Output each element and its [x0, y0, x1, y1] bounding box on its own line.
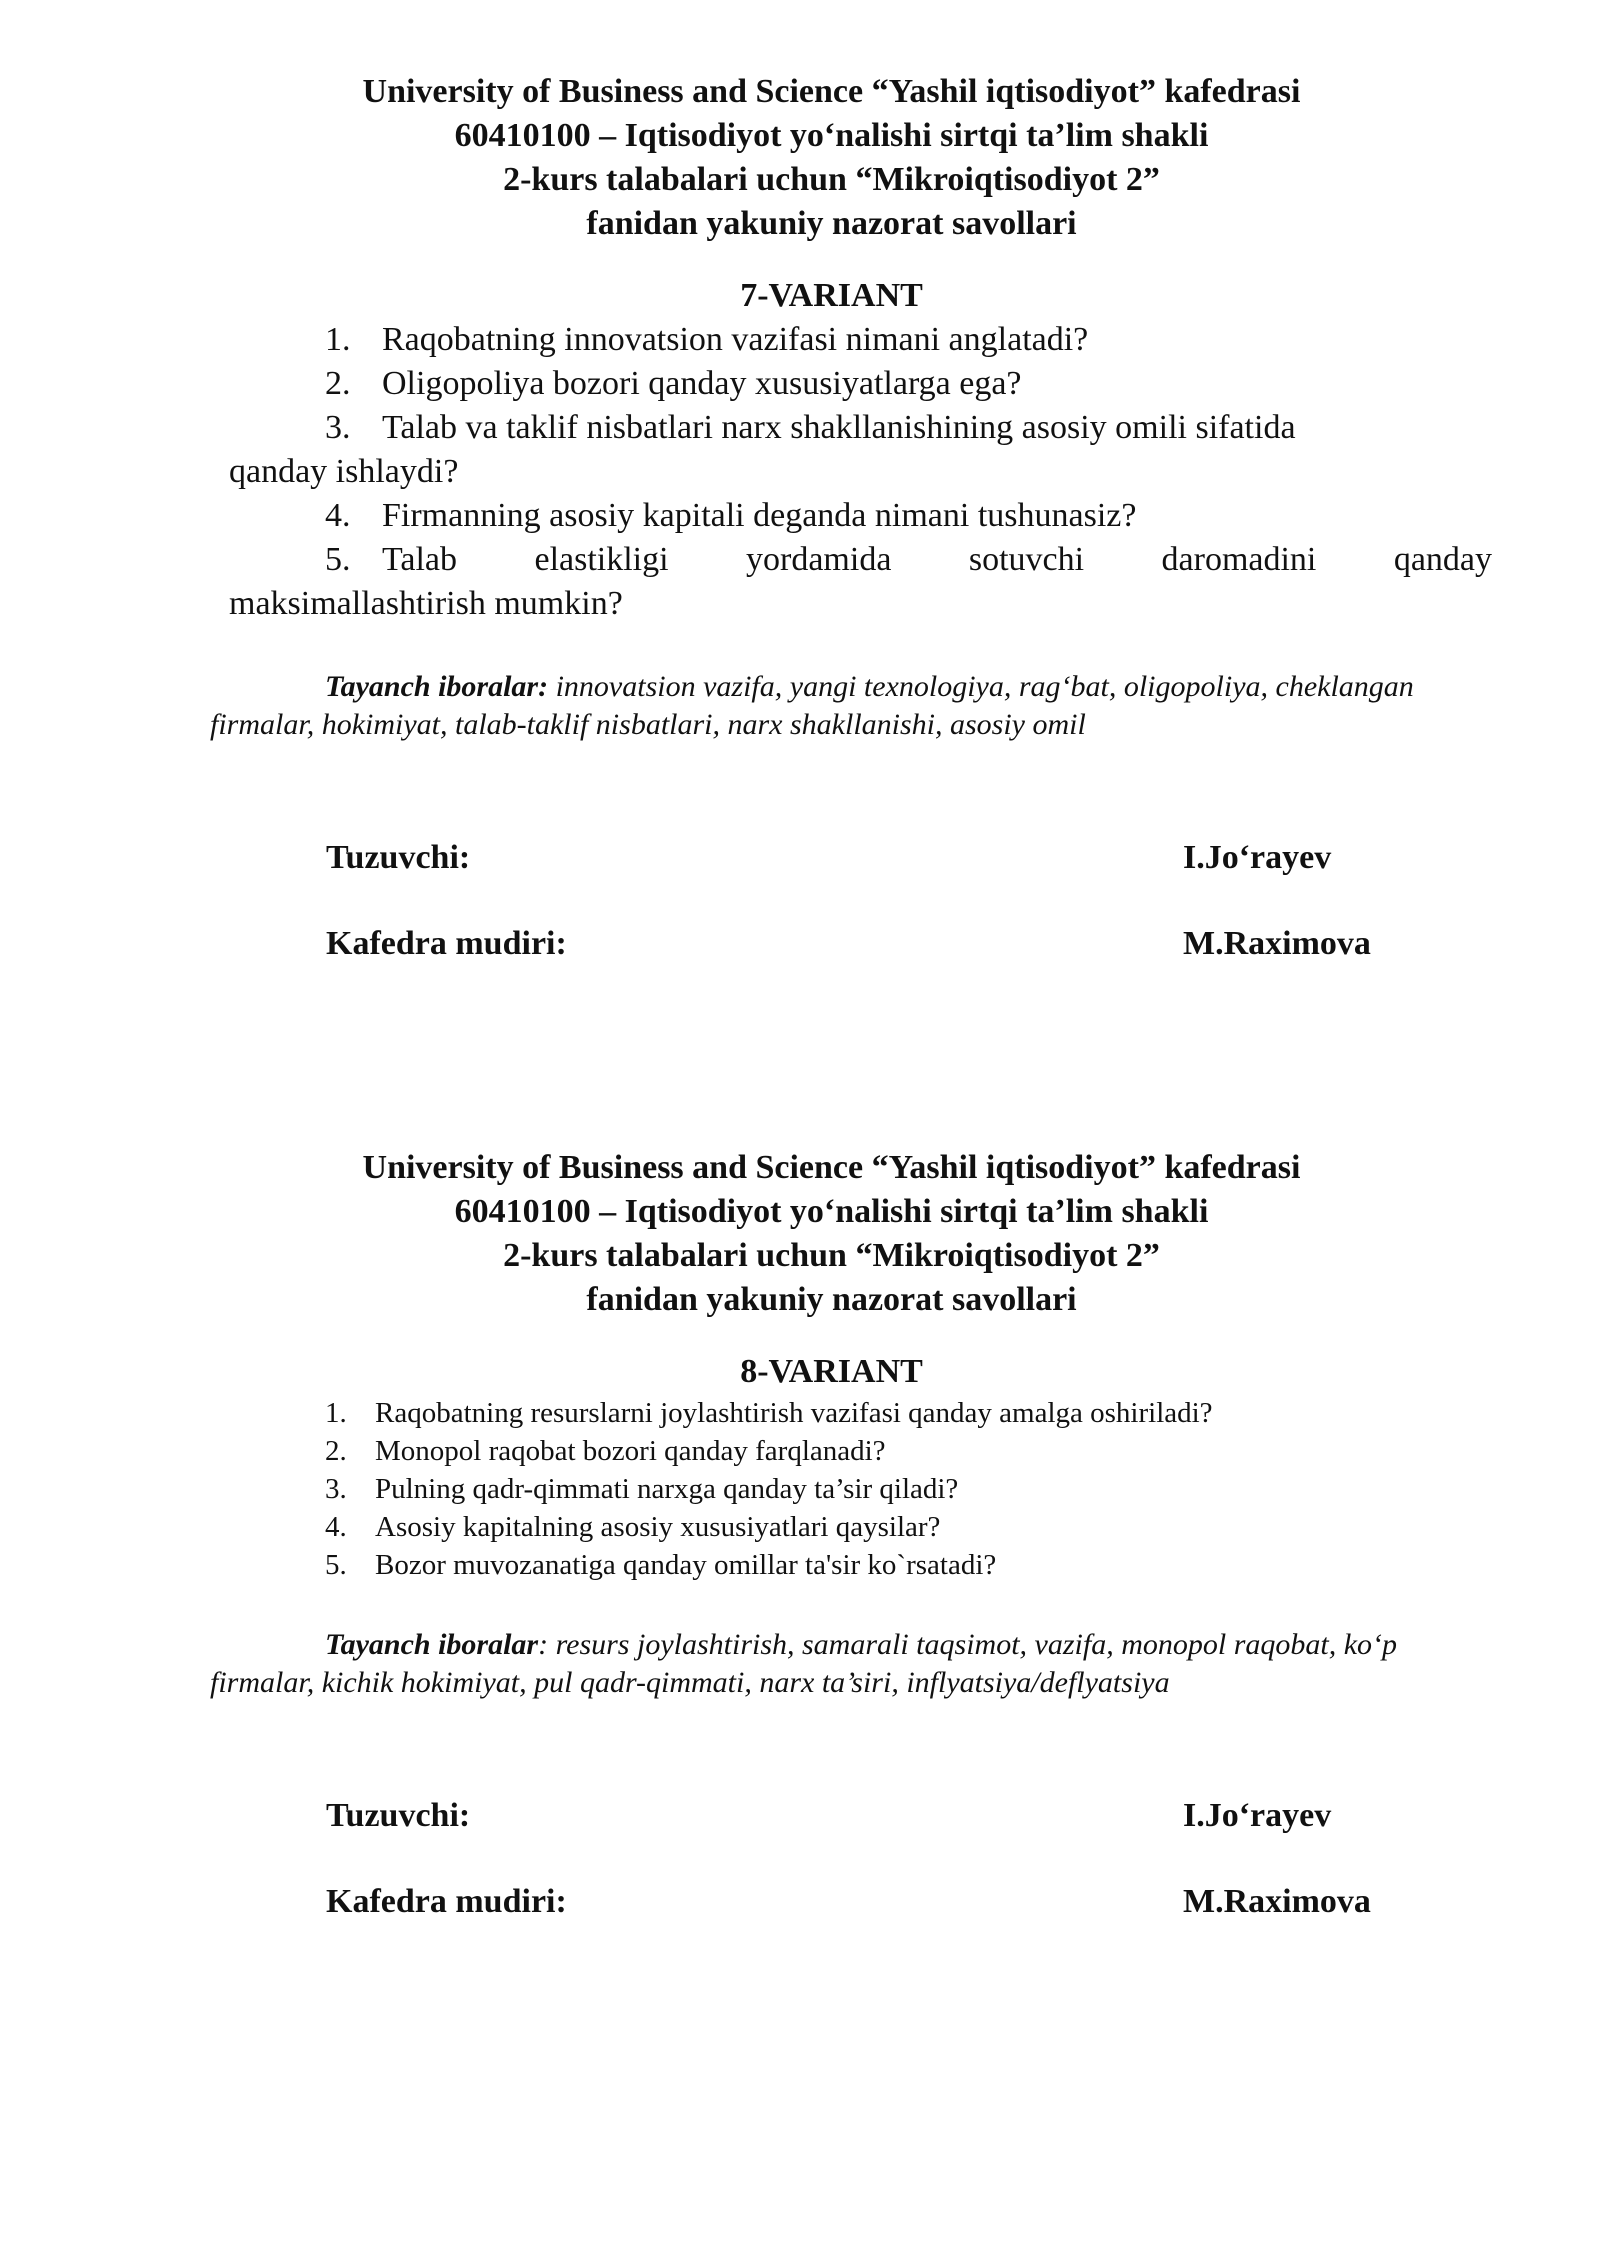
question-text-continued: maksimallashtirish mumkin? — [229, 585, 623, 622]
question-item — [0, 1508, 1600, 1546]
question-number: 2. — [325, 1435, 347, 1467]
question-text: Talab elastikligi yordamida sotuvchi daromadini qanday — [382, 541, 1492, 578]
keywords-text: innovatsion vazifa, yangi texnologiya, rag‘bat, oligopoliya, cheklangan firmalar, hokimiyat, talab-taklif nisbatlari, narx shakllanishi, asosiy omil — [210, 670, 1414, 741]
header-university-line: University of Business and Science “Yashil iqtisodiyot” kafedrasi — [362, 1149, 1301, 1186]
keywords-paragraph — [210, 668, 1492, 744]
header-course-line: 2-kurs talabalari uchun “Mikroiqtisodiyot 2” — [503, 1237, 1160, 1274]
question-text: Bozor muvozanatiga qanday omillar ta'sir ko`rsatadi? — [375, 1549, 997, 1581]
question-number: 4. — [325, 1511, 347, 1543]
question-text: Oligopoliya bozori qanday xususiyatlarga ega? — [382, 365, 1022, 402]
question-number: 5. — [325, 1549, 347, 1581]
question-item — [0, 1470, 1600, 1508]
keywords-paragraph — [210, 1626, 1492, 1702]
document-header — [63, 70, 1600, 246]
question-text: Asosiy kapitalning asosiy xususiyatlari qaysilar? — [375, 1511, 941, 1543]
question-text-continued: qanday ishlaydi? — [229, 453, 459, 490]
variant-title: 7-VARIANT — [740, 277, 923, 314]
variant-8-section — [0, 1146, 1600, 1924]
question-text: Talab va taklif nisbatlari narx shakllanishining asosiy omili sifatida — [382, 409, 1296, 446]
compiler-row — [0, 836, 1600, 880]
keywords-text: : resurs joylashtirish, samarali taqsimot, vazifa, monopol raqobat, ko‘p firmalar, kichik hokimiyat, pul qadr-qimmati, narx ta’siri, inflyatsiya/deflyatsiya — [210, 1628, 1398, 1699]
document-header — [63, 1146, 1600, 1322]
question-list — [0, 318, 1600, 626]
compiler-name: I.Jo‘rayev — [1183, 1797, 1332, 1834]
department-head-name: M.Raximova — [1183, 925, 1371, 962]
question-item — [0, 1432, 1600, 1470]
compiler-row — [0, 1794, 1600, 1838]
question-number: 1. — [325, 321, 351, 358]
compiler-label: Tuzuvchi: — [326, 1797, 471, 1834]
header-course-line: 2-kurs talabalari uchun “Mikroiqtisodiyot 2” — [503, 161, 1160, 198]
question-text: Monopol raqobat bozori qanday farqlanadi? — [375, 1435, 886, 1467]
question-item — [0, 318, 1492, 362]
question-item — [0, 362, 1492, 406]
variant-title: 8-VARIANT — [740, 1353, 923, 1390]
department-head-label: Kafedra mudiri: — [326, 925, 567, 962]
department-head-row — [0, 922, 1600, 966]
question-text: Firmanning asosiy kapitali deganda nimani tushunasiz? — [382, 497, 1137, 534]
question-number: 5. — [325, 541, 351, 578]
header-subject-line: fanidan yakuniy nazorat savollari — [586, 1281, 1077, 1318]
question-number: 3. — [325, 1473, 347, 1505]
question-item — [0, 1394, 1600, 1432]
header-program-line: 60410100 – Iqtisodiyot yo‘nalishi sirtqi ta’lim shakli — [454, 117, 1209, 154]
question-number: 2. — [325, 365, 351, 402]
question-text: Pulning qadr-qimmati narxga qanday ta’sir qiladi? — [375, 1473, 959, 1505]
question-item — [0, 406, 1492, 494]
compiler-label: Tuzuvchi: — [326, 839, 471, 876]
keywords-label: Tayanch iboralar: — [325, 670, 549, 703]
header-subject-line: fanidan yakuniy nazorat savollari — [586, 205, 1077, 242]
keywords-label: Tayanch iboralar — [325, 1628, 539, 1661]
department-head-name: M.Raximova — [1183, 1883, 1371, 1920]
variant-7-section — [0, 70, 1600, 966]
header-program-line: 60410100 – Iqtisodiyot yo‘nalishi sirtqi ta’lim shakli — [454, 1193, 1209, 1230]
compiler-name: I.Jo‘rayev — [1183, 839, 1332, 876]
department-head-label: Kafedra mudiri: — [326, 1883, 567, 1920]
question-number: 1. — [325, 1397, 347, 1429]
question-list — [0, 1394, 1600, 1584]
header-university-line: University of Business and Science “Yashil iqtisodiyot” kafedrasi — [362, 73, 1301, 110]
question-item — [0, 538, 1492, 626]
question-item — [0, 494, 1492, 538]
question-number: 4. — [325, 497, 351, 534]
question-item — [0, 1546, 1600, 1584]
question-number: 3. — [325, 409, 351, 446]
question-text: Raqobatning resurslarni joylashtirish vazifasi qanday amalga oshiriladi? — [375, 1397, 1213, 1429]
question-text: Raqobatning innovatsion vazifasi nimani anglatadi? — [382, 321, 1089, 358]
department-head-row — [0, 1880, 1600, 1924]
